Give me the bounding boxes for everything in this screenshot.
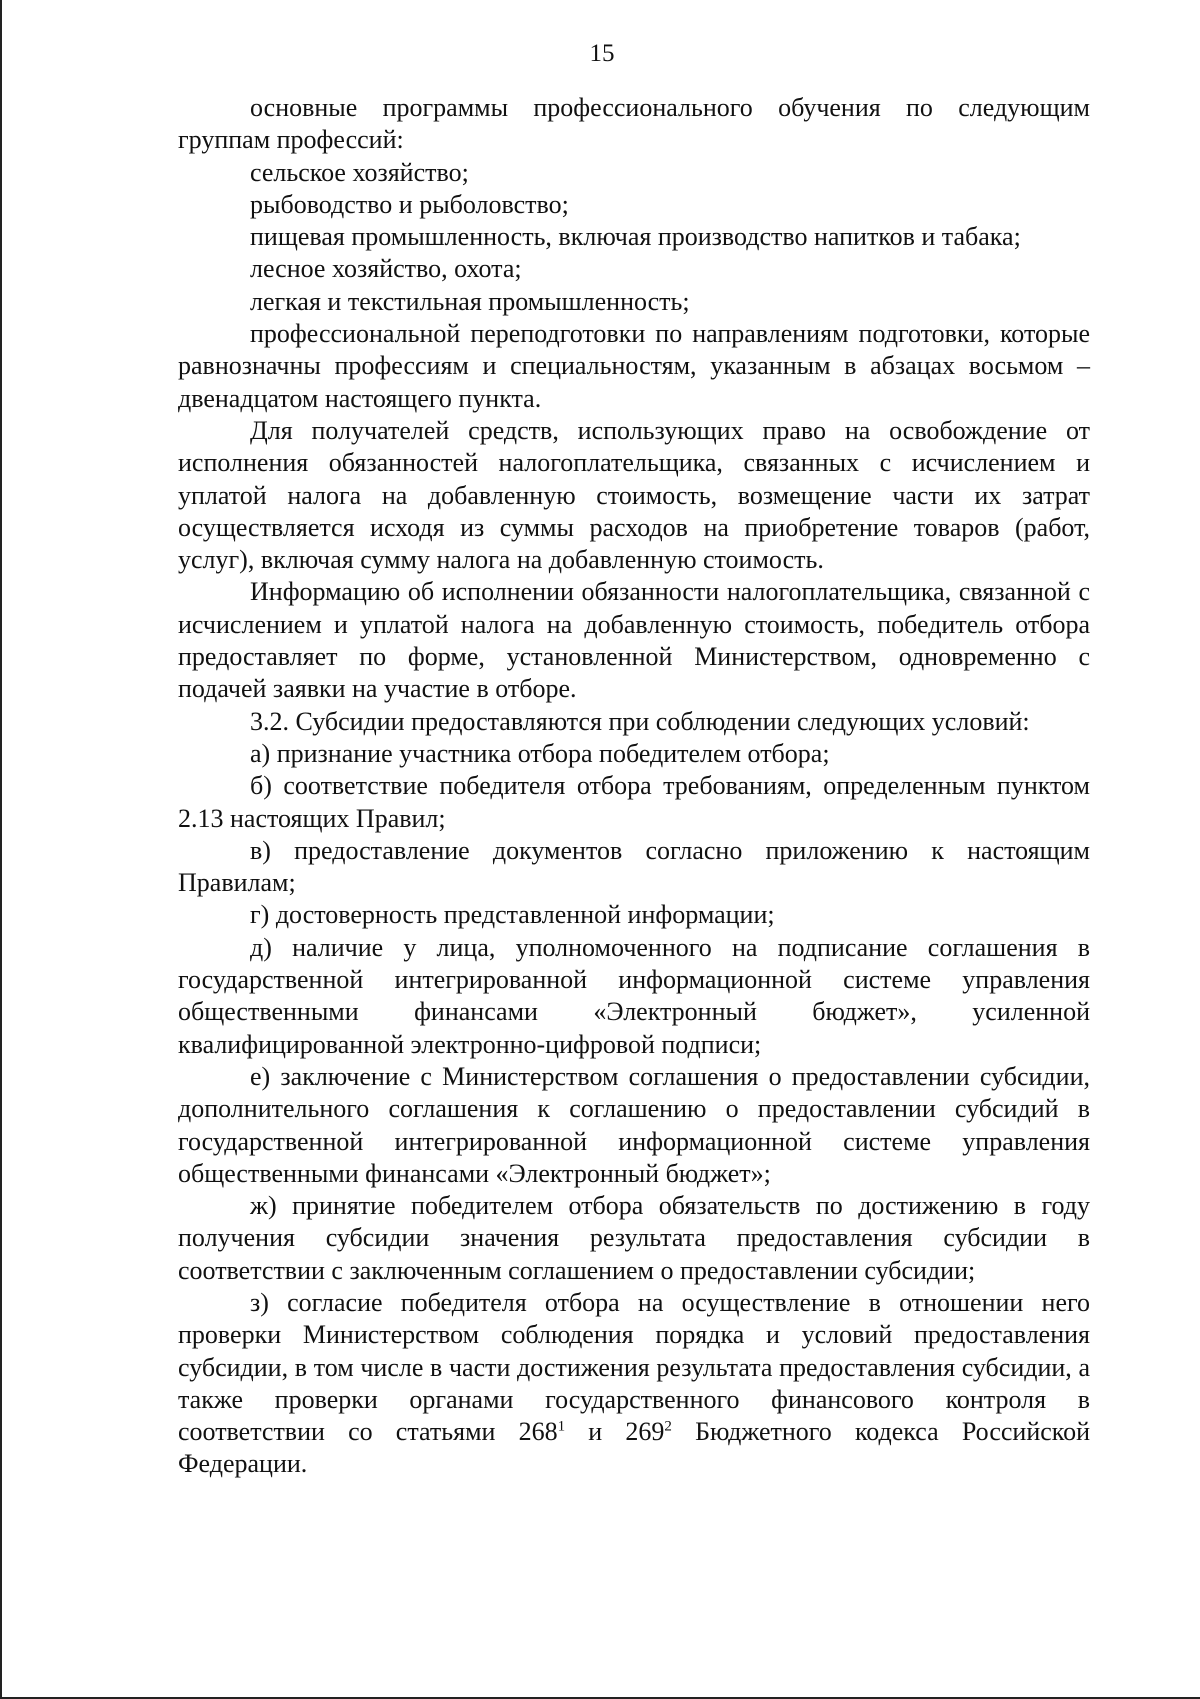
paragraph: сельское хозяйство; [250,157,469,187]
paragraph-text: и 269 [565,1417,665,1447]
paragraph: б) соответствие победителя отбора требованиям, определенным пунктом 2.13 настоящих Правил; [178,771,1090,833]
page-number: 15 [589,40,615,67]
paragraph: в) предоставление документов согласно приложению к настоящим Правилам; [178,835,1090,898]
paragraph: д) наличие у лица, уполномоченного на подписание соглашения в государственной интегрированной информационной системе управления общественными финансами «Электронный бюджет», усиленной квалифицированной электронно-цифровой подписи; [178,932,1090,1059]
paragraph: основные программы профессионального обучения по следующим группам профессий: [178,93,1090,155]
paragraph: г) достоверность представленной информации; [250,900,775,930]
paragraph: легкая и текстильная промышленность; [250,286,690,316]
paragraph-text: Бюджетного кодекса Российской Федерации. [178,1417,1091,1479]
paragraph: Для получателей средств, использующих право на освобождение от исполнения обязанностей налогоплательщика, связанных с исчислением и уплатой налога на добавленную стоимость, возмещение части их затрат осуществляется исходя из суммы расходов на приобретение товаров (работ, услуг), включая сумму налога на добавленную стоимость. [178,415,1090,575]
paragraph: лесное хозяйство, охота; [250,254,522,284]
paragraph: 3.2. Субсидии предоставляются при соблюдении следующих условий: [250,706,1030,736]
paragraph: Информацию об исполнении обязанности налогоплательщика, связанной с исчислением и уплатой налога на добавленную стоимость, победитель отбора предоставляет по форме, установленной Министерством, одновременно с подачей заявки на участие в отборе. [178,577,1090,704]
paragraph: пищевая промышленность, включая производство напитков и табака; [250,222,1021,252]
paragraph: профессиональной переподготовки по направлениям подготовки, которые равнозначны профессиям и специальностям, указанным в абзацах восьмом – двенадцатом настоящего пункта. [178,319,1090,413]
paragraph: а) признание участника отбора победителем отбора; [250,738,830,768]
paragraph: рыбоводство и рыболовство; [250,189,569,219]
paragraph-last [178,1287,1090,1481]
paragraph-text: з) согласие победителя отбора на осуществление в отношении него проверки Министерством соблюдения порядка и условий предоставления субсидии, в том числе в части достижения результата предоставления субсидии, а также проверки органами государственного финансового контроля в соответствии со статьями 268 [178,1287,1090,1447]
paragraph: е) заключение с Министерством соглашения о предоставлении субсидии, дополнительного соглашения к соглашению о предоставлении субсидий в государственной интегрированной информационной системе управления общественными финансами «Электронный бюджет»; [178,1061,1090,1188]
superscript: 1 [557,1418,566,1435]
paragraph: ж) принятие победителем отбора обязательств по достижению в году получения субсидии значения результата предоставления субсидии в соответствии с заключенным соглашением о предоставлении субсидии; [178,1191,1090,1285]
document-body [178,92,1090,1481]
superscript: 2 [664,1418,672,1435]
